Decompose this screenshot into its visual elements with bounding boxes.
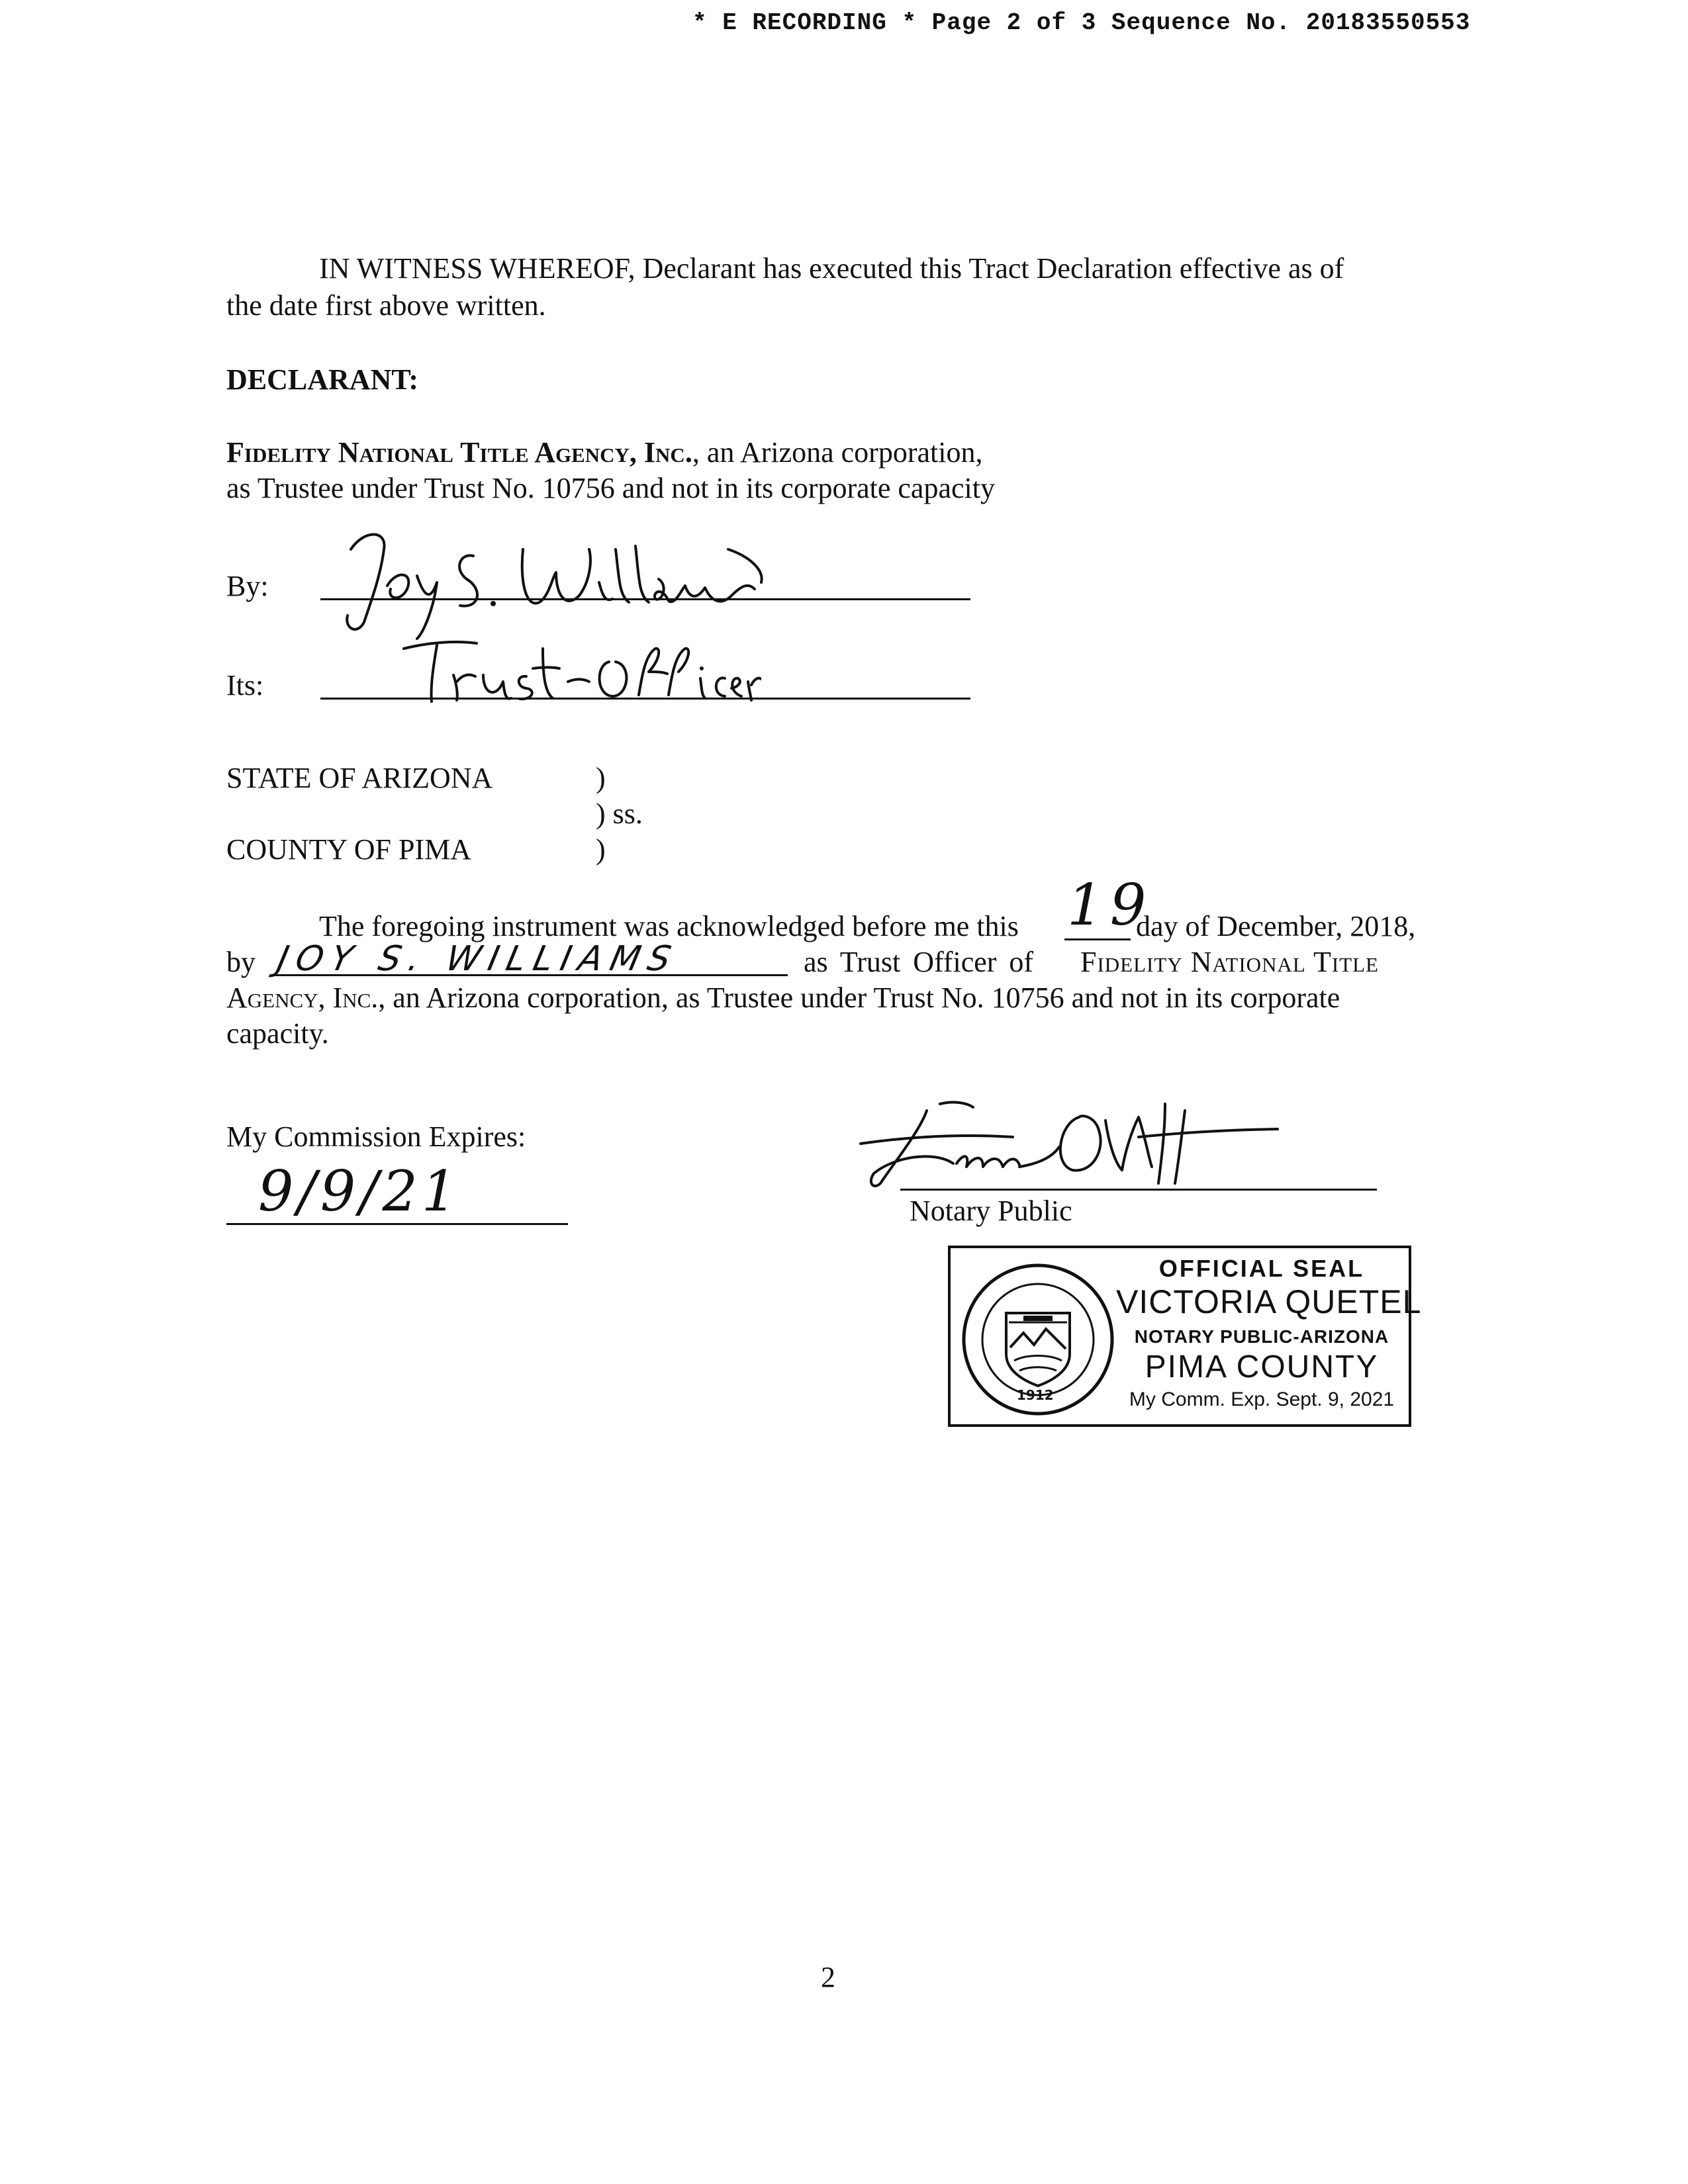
ack-day-line	[1064, 938, 1131, 940]
seal-line-name: VICTORIA QUETEL	[1116, 1283, 1422, 1320]
handwritten-title	[391, 635, 761, 708]
seal-line-expiration: My Comm. Exp. Sept. 9, 2021	[1129, 1388, 1395, 1410]
ack-line-2-suffix: as Trust Officer of	[804, 946, 1034, 978]
witness-line-1: IN WITNESS WHEREOF, Declarant has executed this Tract Declaration effective as of	[319, 252, 1344, 285]
paren-1: )	[596, 762, 606, 794]
by-label: By:	[226, 570, 269, 602]
seal-emblem-year: 1912	[1017, 1387, 1054, 1403]
declarant-heading: DECLARANT:	[226, 363, 419, 396]
commission-label: My Commission Expires:	[226, 1120, 526, 1153]
notary-label: Notary Public	[910, 1195, 1072, 1227]
ack-line-3	[226, 979, 1340, 1017]
its-label: Its:	[226, 669, 264, 702]
seal-line-county: PIMA COUNTY	[1145, 1349, 1379, 1385]
seal-line-official: OFFICIAL SEAL	[1158, 1255, 1365, 1282]
commission-date-line	[226, 1223, 568, 1225]
company-name: Fidelity National Title Agency, Inc.	[226, 436, 692, 469]
ack-line-2-company: Fidelity National Title	[1080, 946, 1379, 978]
notary-signature	[854, 1091, 1291, 1197]
trustee-line: as Trustee under Trust No. 10756 and not in its corporate capacity	[226, 472, 995, 504]
paren-ss: ) ss.	[596, 797, 643, 830]
page-number: 2	[821, 1961, 835, 1993]
commission-date-handwritten: 9/9/21	[258, 1159, 461, 1224]
state-label: STATE OF ARIZONA	[226, 762, 493, 794]
recording-stamp: * E RECORDING * Page 2 of 3 Sequence No. 20183550553	[692, 9, 1471, 36]
ack-by: by	[226, 946, 256, 978]
county-label: COUNTY OF PIMA	[226, 833, 471, 866]
handwritten-signature	[324, 523, 814, 642]
company-suffix: , an Arizona corporation,	[692, 436, 983, 469]
ack-line-1-prefix: The foregoing instrument was acknowledged before me this	[319, 910, 1019, 942]
ack-line-3-company: Agency, Inc.	[226, 981, 379, 1014]
ack-line-1-suffix: day of December, 2018,	[1136, 910, 1416, 942]
seal-line-notary: NOTARY PUBLIC-ARIZONA	[1134, 1326, 1389, 1347]
company-line	[226, 434, 982, 471]
ack-name-handwritten: JOY S. WILLIAMS	[273, 939, 682, 979]
witness-line-2: the date first above written.	[226, 289, 546, 322]
ack-line-3-rest: , an Arizona corporation, as Trustee under Trust No. 10756 and not in its corporate	[378, 981, 1340, 1014]
paren-3: )	[596, 833, 606, 866]
ack-line-4: capacity.	[226, 1017, 329, 1050]
notary-signature-line	[900, 1189, 1377, 1191]
official-seal-stamp	[948, 1246, 1422, 1427]
ack-day-handwritten: 19	[1067, 872, 1153, 938]
